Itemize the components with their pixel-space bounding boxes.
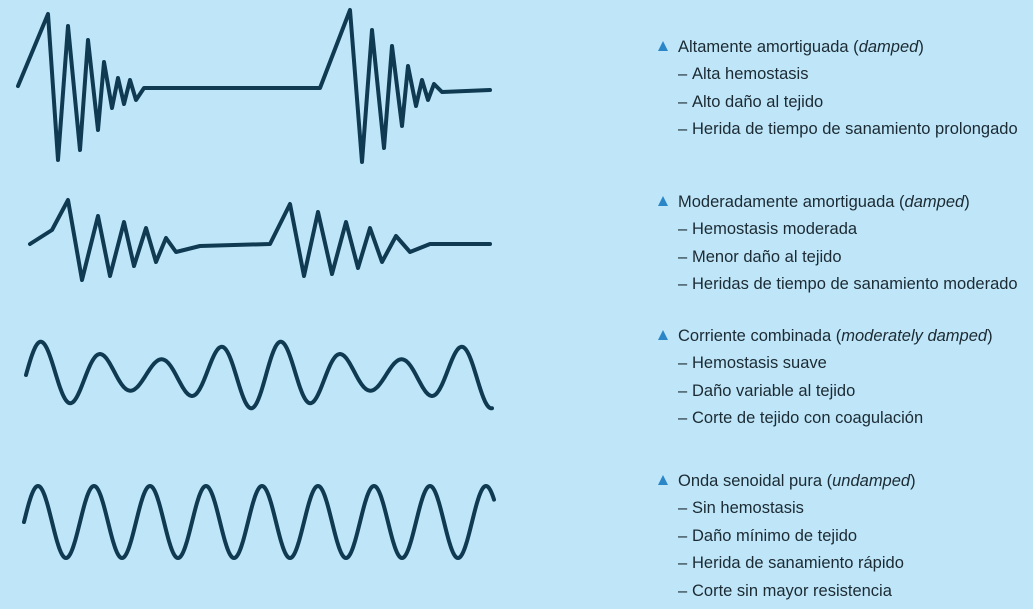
triangle-bullet-icon [658, 41, 668, 51]
section-moderately-damped [658, 188, 1018, 299]
list-item: – Alta hemostasis [678, 65, 809, 83]
blended-current-waveform [26, 342, 492, 409]
moderately-damped-waveform [30, 200, 490, 280]
triangle-bullet-icon [658, 475, 668, 485]
section-blended-current [658, 322, 993, 433]
section-pure-sine [658, 467, 916, 605]
section-title: Corriente combinada (moderately damped) [658, 322, 993, 350]
section-title: Moderadamente amortiguada (damped) [658, 188, 1018, 216]
pure-sine-waveform [24, 486, 494, 558]
list-item: – Herida de tiempo de sanamiento prolongado [678, 120, 1018, 138]
section-title: Altamente amortiguada (damped) [658, 33, 1018, 61]
section-title: Onda senoidal pura (undamped) [658, 467, 916, 495]
triangle-bullet-icon [658, 196, 668, 206]
list-item: – Daño mínimo de tejido [678, 526, 858, 545]
list-item: – Hemostasis moderada [678, 220, 858, 238]
list-item: – Herida de sanamiento rápido [678, 554, 904, 572]
list-item: – Daño variable al tejido [678, 381, 856, 400]
list-item: – Sin hemostasis [678, 499, 804, 517]
list-item: – Alto daño al tejido [678, 92, 824, 111]
triangle-bullet-icon [658, 330, 668, 340]
list-item: – Corte sin mayor resistencia [678, 581, 892, 600]
section-highly-damped [658, 33, 1018, 144]
list-item: – Menor daño al tejido [678, 247, 842, 266]
highly-damped-waveform [18, 10, 490, 162]
list-item: – Corte de tejido con coagulación [678, 409, 924, 427]
list-item: – Heridas de tiempo de sanamiento moderado [678, 275, 1018, 293]
list-item: – Hemostasis suave [678, 354, 827, 372]
